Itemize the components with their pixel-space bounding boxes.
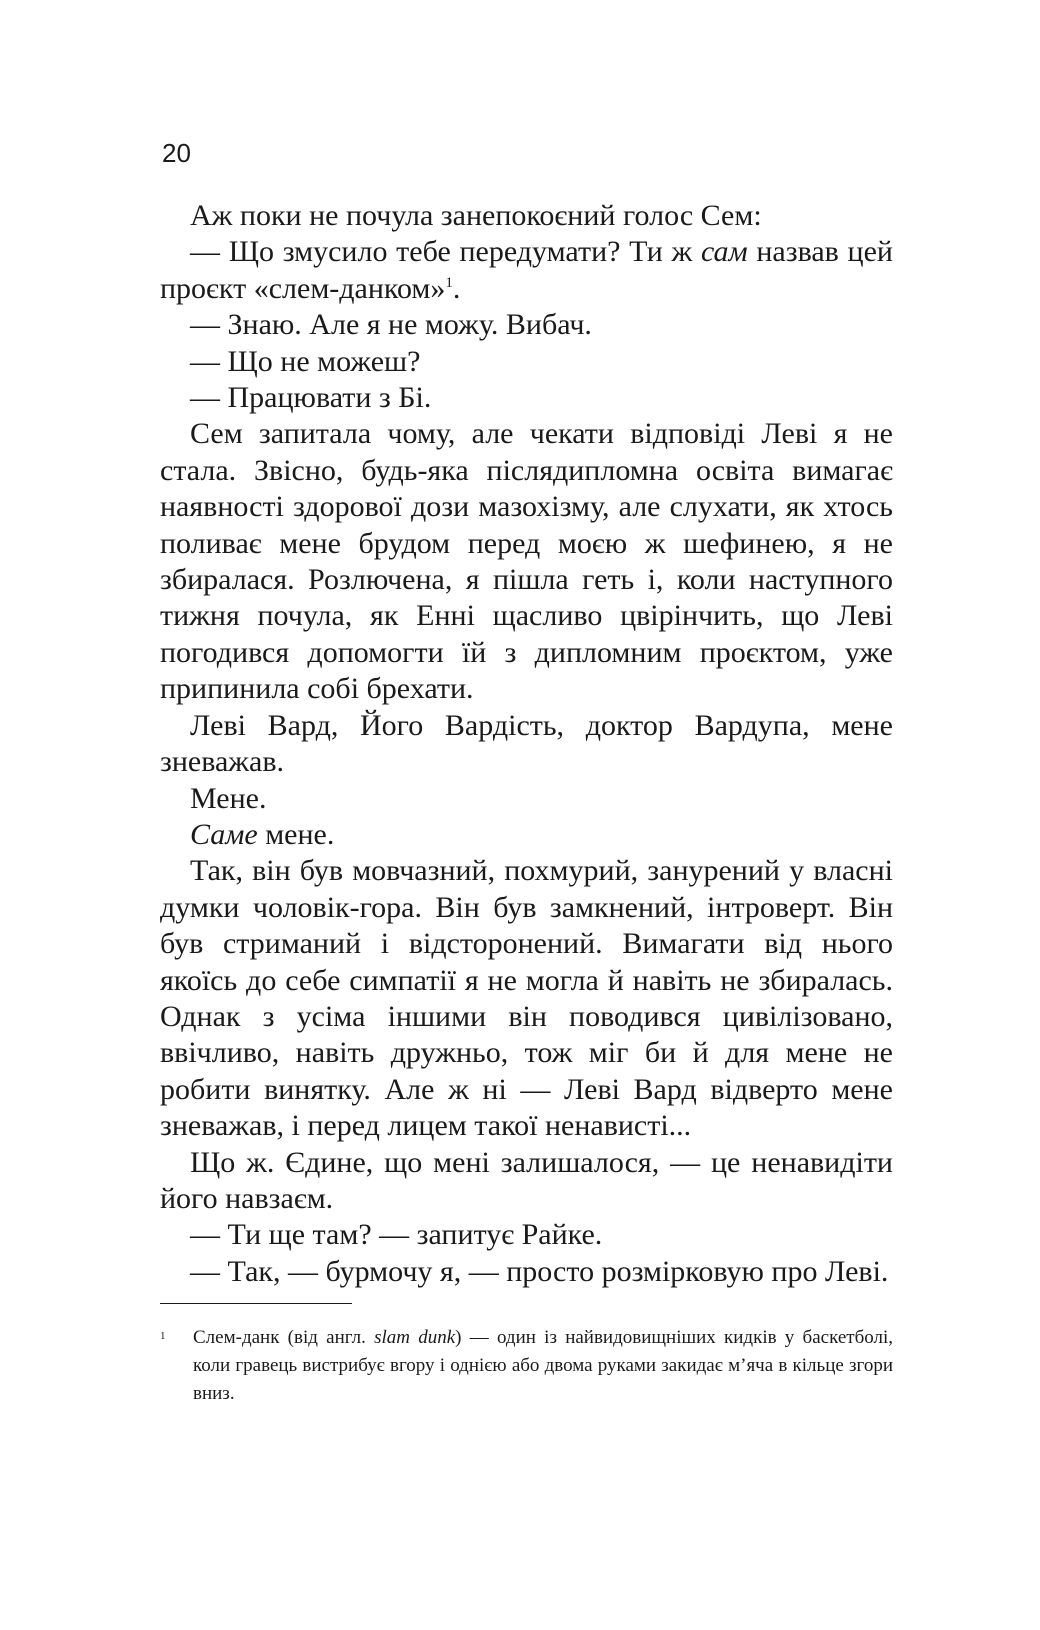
paragraph [160,817,893,853]
footnote-divider [160,1303,352,1304]
paragraph: — Знаю. Але я не можу. Вибач. [190,308,592,342]
text-run: — Що змусило тебе передумати? Ти ж [190,235,701,269]
footnote-mark: 1 [160,1330,166,1342]
paragraph [160,234,893,307]
paragraph: Леві Вард, Його Вардість, доктор Вардупа, мене зневажав. [160,708,893,779]
footnote-reference: 1 [445,274,453,291]
footnote-text [160,1324,893,1408]
paragraph: — Що не можеш? [190,344,421,378]
body-text [160,198,893,1290]
paragraph: Аж поки не почула занепокоєний голос Сем: [190,199,762,232]
text-run: . [452,271,461,305]
page-number: 20 [162,138,191,168]
paragraph: Що ж. Єдине, що мені залишалося, — це ненавидіти його навзаєм. [160,1145,893,1215]
italic-text: slam dunk [374,1327,456,1348]
italic-text: Саме [190,817,258,851]
text-run: Слем-данк (від англ. [193,1327,375,1348]
text-run: мене. [257,817,335,851]
paragraph: Так, він був мовчазний, похмурий, занурений у власні думки чоловік-гора. Він був замкнений, інтроверт. Він був стриманий і відсторонений. Вимагати від нього якоїсь до себе симпатії я не могла й навіть не збиралась. Однак з усіма іншими він поводився цивілізовано, ввічливо, навіть дружньо, тож міг би й для мене не робити винятку. Але ж ні — Леві Вард відверто мене зневажав, і перед лицем такої ненависті... [160,854,893,1143]
paragraph: Мене. [190,781,267,815]
text-run: ) — один із найвидовищніших кидків у баскетболі, коли гравець вистрибує вгору і однією або двома руками закидає м’яча в кільце згори вниз. [193,1327,894,1404]
paragraph: — Ти ще там? — запитує Райке. [190,1218,603,1252]
paragraph: — Працювати з Бі. [190,381,432,415]
text-run: назвав цей проєкт «слем-данком» [160,235,893,305]
italic-text: сам [700,235,748,269]
paragraph: Сем запитала чому, але чекати відповіді Леві я не стала. Звісно, будь-яка післядипломна освіта вимагає наявності здорової дози мазохізму, але слухати, як хтось поливає мене брудом перед моєю ж шефинею, я не збиралася. Розлючена, я пішла геть і, коли наступного тижня почула, як Енні щасливо цвірінчить, що Леві погодився допомогти їй з дипломним проєктом, уже припинила собі брехати. [160,417,893,706]
footnote [160,1324,893,1408]
paragraph: — Так, — бурмочу я, — просто розмірковую про Леві. [190,1254,889,1288]
